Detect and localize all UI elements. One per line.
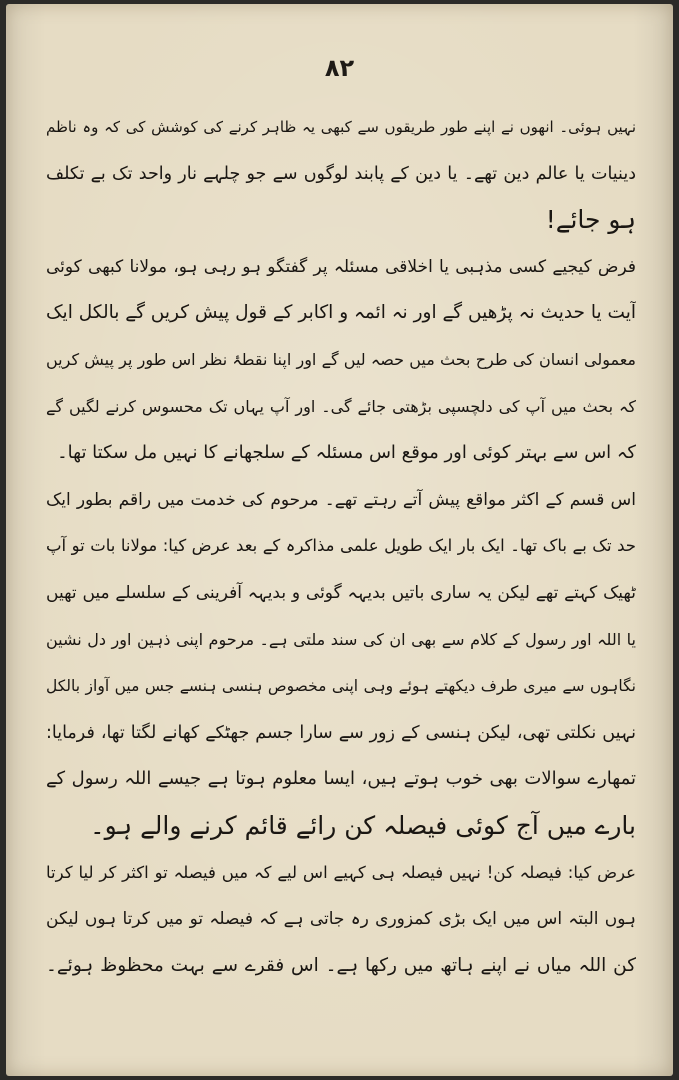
text-line: ہوں البتہ اس میں ایک بڑی کمزوری رہ جاتی ہے کہ فیصلہ تو میں کرتا ہوں لیکن bbox=[46, 909, 636, 930]
text-line: فرض کیجیے کسی مذہبی یا اخلاقی مسئلہ پر گفتگو ہو رہی ہو، مولانا کبھی کوئی bbox=[46, 256, 636, 277]
text-line: عرض کیا: فیصلہ کن! نہیں فیصلہ ہی کہیے اس لیے کہ میں فیصلہ تو اکثر کر لیا کرتا bbox=[46, 862, 636, 882]
text-line: بارے میں آج کوئی فیصلہ کن رائے قائم کرنے والے ہو۔ bbox=[89, 810, 636, 840]
text-line: معمولی انسان کی طرح بحث میں حصہ لیں گے اور اپنا نقطۂ نظر اس طور پر پیش کریں bbox=[46, 349, 636, 369]
text-line: اس قسم کے اکثر مواقع پیش آتے رہتے تھے۔ مرحوم کی خدمت میں راقم بطور ایک bbox=[46, 489, 636, 510]
text-line: کن اللہ میاں نے اپنے ہاتھ میں رکھا ہے۔ اس فقرے سے بہت محظوظ ہوئے۔ bbox=[46, 954, 636, 976]
text-line: نہیں نکلتی تھی، لیکن ہنسی کے زور سے سارا جسم جھٹکے کھانے لگتا تھا، فرمایا: bbox=[46, 722, 636, 743]
text-line: نگاہوں سے میری طرف دیکھتے ہوئے وہی اپنی مخصوص ہنسی ہنسے جس میں آواز بالکل bbox=[46, 677, 636, 696]
text-line: آیت یا حدیث نہ پڑھیں گے اور نہ ائمہ و اکابر کے قول پیش کریں گے بالکل ایک bbox=[46, 302, 636, 324]
body-text bbox=[46, 104, 636, 989]
text-line: حد تک بے باک تھا۔ ایک بار ایک طویل علمی مذاکرہ کے بعد عرض کیا: مولانا بات تو آپ bbox=[46, 536, 636, 556]
page-number: ۸۲ bbox=[324, 54, 355, 82]
text-line: یا اللہ اور رسول کے کلام سے بھی ان کی سند ملتی ہے۔ مرحوم اپنی ذہین اور دل نشین bbox=[46, 629, 636, 649]
book-page bbox=[6, 4, 673, 1076]
text-line: کہ اس سے بہتر کوئی اور موقع اس مسئلہ کے سلجھانے کا نہیں مل سکتا تھا۔ bbox=[57, 442, 636, 464]
text-line: ٹھیک کہتے تھے لیکن یہ ساری باتیں بدیہہ گوئی و بدیہہ آفرینی کے سلسلے میں تھیں bbox=[46, 582, 636, 603]
text-line: نہیں ہوئی۔ انھوں نے اپنے طور طریقوں سے کبھی یہ ظاہر کرنے کی کوشش کی کہ وہ ناظم bbox=[46, 118, 636, 136]
text-line: ہو جائے! bbox=[545, 205, 636, 235]
text-line: دینیات یا عالم دین تھے۔ یا دین کے پابند لوگوں سے جو چلہے نار واحد تک بے تکلف bbox=[46, 163, 636, 184]
text-line: کہ بحث میں آپ کی دلچسپی بڑھتی جائے گی۔ اور آپ یہاں تک محسوس کرنے لگیں گے bbox=[46, 396, 636, 416]
text-line: تمھارے سوالات بھی خوب ہوتے ہیں، ایسا معلوم ہوتا ہے جیسے اللہ رسول کے bbox=[46, 768, 636, 790]
